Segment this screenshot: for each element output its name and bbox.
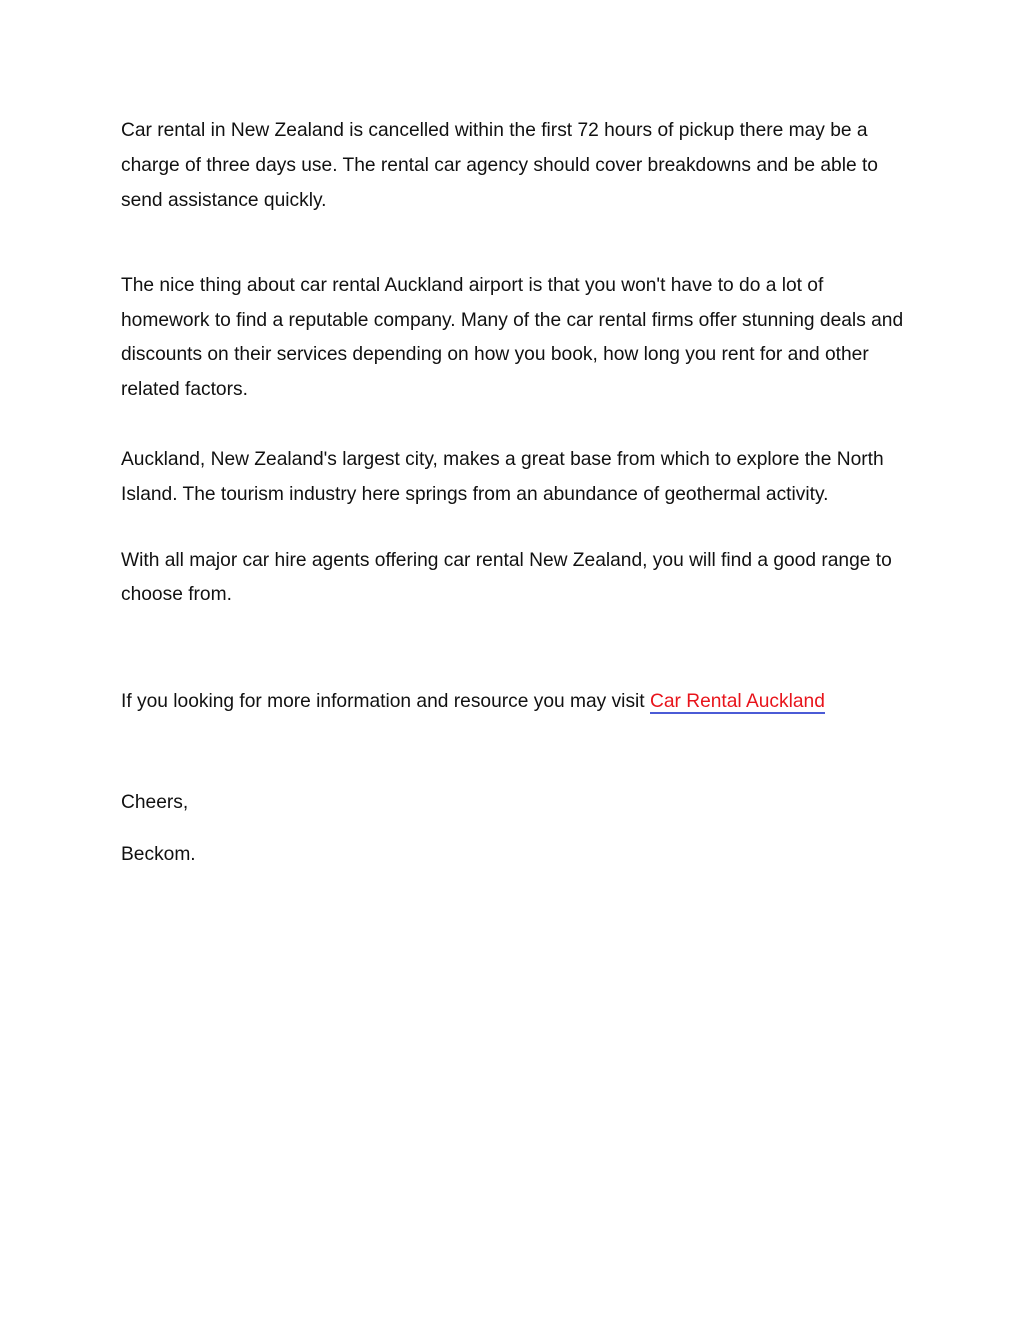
paragraph-car-hire-agents: With all major car hire agents offering car rental New Zealand, you will find a good range to choose from. (121, 550, 892, 605)
paragraph-more-information (121, 684, 911, 719)
paragraph-auckland-city: Auckland, New Zealand's largest city, makes a great base from which to explore the North Island. The tourism industry here springs from an abundance of geothermal activity. (121, 449, 884, 505)
more-information-text: If you looking for more information and resource you may visit (121, 691, 650, 712)
document-body (121, 113, 911, 872)
closing-cheers: Cheers, (121, 792, 189, 813)
signature: Beckom. (121, 844, 196, 865)
paragraph-cancellation: Car rental in New Zealand is cancelled within the first 72 hours of pickup there may be a charge of three days use. The rental car agency should cover breakdowns and be able to send assistance quickly. (121, 120, 878, 211)
paragraph-airport-rental: The nice thing about car rental Auckland airport is that you won't have to do a lot of homework to find a reputable company. Many of the car rental firms offer stunning deals and discounts on their services depending on how you book, how long you rent for and other related factors. (121, 275, 904, 400)
car-rental-auckland-link[interactable]: Car Rental Auckland (649, 691, 825, 712)
